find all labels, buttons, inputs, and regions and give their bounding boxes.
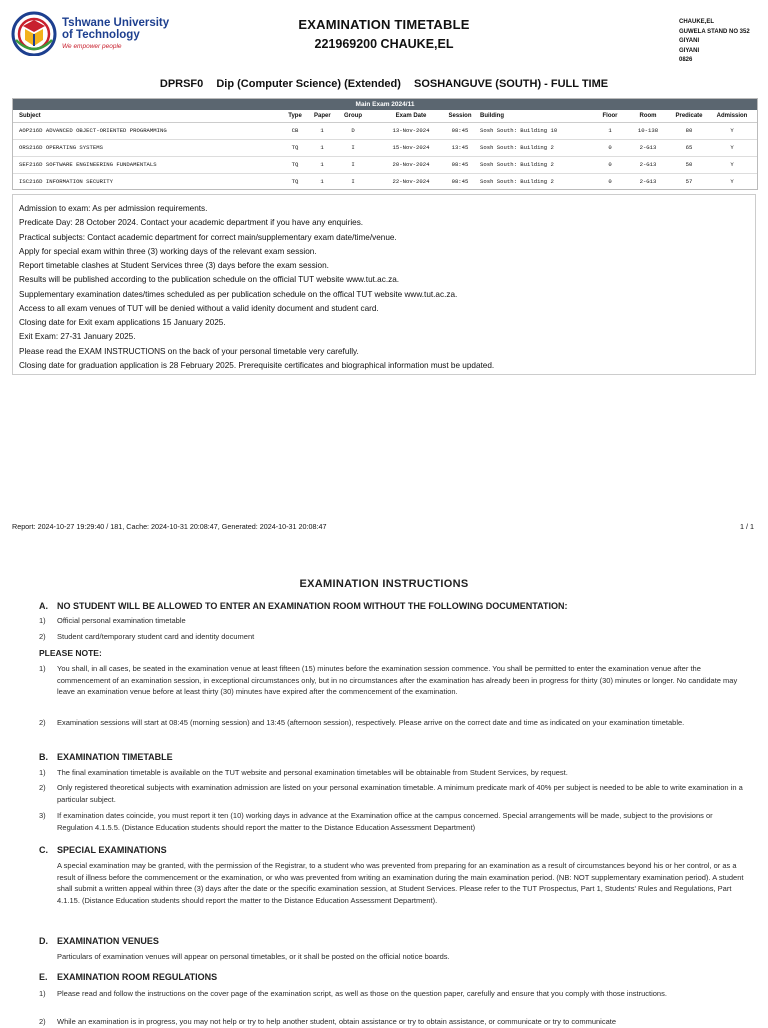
cell-floor: 0 [608, 178, 612, 185]
note-line: Supplementary examination dates/times scheduled as per publication schedule on the offical TUT website www.tut.ac.za. [19, 289, 458, 299]
cell-floor: 0 [608, 144, 612, 151]
cell-paper: 1 [320, 161, 324, 168]
note-line: Report timetable clashes at Student Services three (3) days before the exam session. [19, 261, 329, 270]
cell-building: Sosh South: Building 2 [480, 178, 554, 185]
col-predicate: Predicate [675, 113, 703, 119]
table-row [13, 174, 757, 190]
timetable-heading: Main Exam 2024/11 [13, 99, 757, 110]
note-line: Results will be published according to the publication schedule on the official TUT website www.tut.ac.za. [19, 275, 400, 285]
item-text: Official personal examination timetable [57, 616, 186, 625]
cell-group: I [351, 178, 355, 185]
cell-room: 2-G13 [639, 144, 657, 151]
cell-room: 2-G13 [639, 178, 657, 185]
cell-admission: Y [730, 178, 734, 185]
note-line: Access to all exam venues of TUT will be denied without a valid idenity document and student card. [19, 303, 379, 313]
item-text: Examination sessions will start at 08:45 (morning session) and 13:45 (afternoon session), respectively. Please arrive on the correct date and time as indicated on your examination timetable. [57, 718, 685, 727]
table-row [13, 123, 757, 140]
cell-group: I [351, 144, 355, 151]
cell-subject: AOP216D ADVANCED OBJECT-ORIENTED PROGRAMMING [19, 127, 167, 134]
table-row [13, 157, 757, 174]
note-line: Exit Exam: 27-31 January 2025. [19, 332, 136, 342]
item-number: 1) [39, 989, 46, 998]
section-title: EXAMINATION ROOM REGULATIONS [57, 972, 218, 982]
note-line: Practical subjects: Contact academic department for correct main/supplementary exam date/time/venue. [19, 232, 397, 242]
cell-predicate: 57 [685, 178, 693, 185]
item-number: 2) [39, 718, 46, 727]
col-exam-date: Exam Date [395, 113, 427, 119]
cell-exam-date: 15-Nov-2024 [392, 144, 430, 151]
cell-session: 08:45 [451, 178, 469, 185]
section-title: EXAMINATION TIMETABLE [57, 752, 173, 762]
cell-predicate: 50 [685, 161, 693, 168]
cell-subject: ISC216D INFORMATION SECURITY [19, 178, 113, 185]
cell-predicate: 65 [685, 144, 693, 151]
cell-subject: SEF216D SOFTWARE ENGINEERING FUNDAMENTALS [19, 161, 157, 168]
col-building: Building [480, 113, 504, 119]
section-letter: D. [39, 936, 48, 946]
program-code: DPRSF0 [159, 78, 204, 90]
cell-group: D [351, 127, 355, 134]
item-number: 2) [39, 1017, 46, 1026]
item-text: Student card/temporary student card and identity document [57, 632, 255, 641]
note-line: Admission to exam: As per admission requirements. [19, 204, 208, 213]
program-name: Dip (Computer Science) (Extended) [216, 78, 401, 90]
item-number: 1) [39, 616, 46, 625]
note-line: Please read the EXAM INSTRUCTIONS on the back of your personal timetable very carefully. [19, 346, 359, 356]
col-subject: Subject [19, 113, 41, 119]
instructions-title: EXAMINATION INSTRUCTIONS [299, 578, 469, 590]
item-text: The final examination timetable is available on the TUT website and personal examination timetables will be obtainable from Student Services, by request. [57, 768, 568, 777]
cell-admission: Y [730, 127, 734, 134]
page-title: EXAMINATION TIMETABLE [298, 17, 470, 32]
university-name: Tshwane University of Technology [62, 17, 170, 41]
item-number: 2) [39, 632, 46, 641]
cell-session: 08:45 [451, 161, 469, 168]
note-line: Predicate Day: 28 October 2024. Contact your academic department if you have any enquiries. [19, 218, 364, 228]
cell-group: I [351, 161, 355, 168]
section-title: NO STUDENT WILL BE ALLOWED TO ENTER AN EXAMINATION ROOM WITHOUT THE FOLLOWING DOCUMENTATION: [57, 601, 568, 611]
cell-building: Sosh South: Building 2 [480, 161, 554, 168]
cell-type: TQ [291, 144, 299, 151]
cell-session: 13:45 [451, 144, 469, 151]
col-admission: Admission [716, 113, 748, 119]
col-room: Room [639, 113, 657, 119]
university-tagline: We empower people [62, 43, 122, 50]
item-text: You shall, in all cases, be seated in the examination venue at least fifteen (15) minutes before the examination session commence. You shall be permitted to enter the examination venue after the commencement of an examination session, in exceptional circumstances only, but in no circumstances after the examination has already been in progress for thirty (30) minutes or longer. No candidate may leave an examination venue before at least thirty (30) minutes have expired after the commencement of the examination. [57, 664, 738, 697]
section-letter: C. [39, 845, 48, 855]
cell-exam-date: 20-Nov-2024 [392, 161, 430, 168]
item-text: Only registered theoretical subjects with examination admission are listed on your personal examination timetable. A minimum predicate mark of 40% per subject is needed to be able to write examination in a particular subject. [57, 783, 743, 804]
section-letter: B. [39, 752, 48, 762]
section-letter: A. [39, 601, 48, 611]
cell-paper: 1 [320, 127, 324, 134]
section-c-heading [39, 845, 167, 855]
section-letter: E. [39, 972, 48, 982]
page-number: 1 / 1 [740, 522, 754, 531]
item-number: 1) [39, 768, 46, 777]
section-c-text: A special examination may be granted, with the permission of the Registrar, to a student who was prevented from preparing for an examination as a result of circumstances beyond his or her control, or as a result of illness before the commencement or the examination, or who was prevented from writing an examination during the main examination period. (NB: NOT supplementary examination period). A student shall submit a written appeal within three (3) days after the date or the specific examination session, at Student Services. Please refer to the TUT Prospectus, Part 1, Students' Rules and Regulations, Part 4.1.15. (Distance Education students should report the matter to the Distance Education Assessment Department). [57, 861, 744, 905]
section-title: SPECIAL EXAMINATIONS [57, 845, 167, 855]
cell-paper: 1 [320, 144, 324, 151]
cell-admission: Y [730, 161, 734, 168]
item-number: 3) [39, 811, 46, 820]
cell-room: 10-138 [637, 127, 659, 134]
cell-floor: 0 [608, 161, 612, 168]
cell-type: TQ [291, 161, 299, 168]
note-line: Apply for special exam within three (3) working days of the relevant exam session. [19, 246, 317, 256]
cell-paper: 1 [320, 178, 324, 185]
cell-building: Sosh South: Building 2 [480, 144, 554, 151]
col-paper: Paper [314, 113, 331, 119]
section-d-text: Particulars of examination venues will appear on personal timetables, or it shall be posted on the official notice boards. [57, 952, 450, 961]
cell-type: CB [291, 127, 299, 134]
item-text: While an examination is in progress, you may not help or try to help another student, obtain assistance or try to obtain assistance, or communicate or try to communicate [57, 1017, 617, 1026]
cell-room: 2-G13 [639, 161, 657, 168]
cell-building: Sosh South: Building 10 [480, 127, 558, 134]
item-text: Please read and follow the instructions on the cover page of the examination script, as well as those on the question paper, carefully and ensure that you comply with those instructions. [57, 989, 667, 998]
cell-subject: ORS216D OPERATING SYSTEMS [19, 144, 103, 151]
cell-type: TQ [291, 178, 299, 185]
item-number: 1) [39, 664, 46, 673]
campus: SOSHANGUVE (SOUTH) - FULL TIME [413, 78, 609, 90]
item-text: If examination dates coincide, you must report it ten (10) working days in advance at the Examination office at the campus concerned. Special arrangements will be made, subject to the provisions or Regulation 4.1.5.5. (Distance Education students should report the matter to the Distance Education Assessment Department) [57, 811, 713, 832]
section-title: EXAMINATION VENUES [57, 936, 159, 946]
section-b-heading [39, 752, 173, 762]
student-line: 221969200 CHAUKE,EL [314, 37, 454, 51]
cell-floor: 1 [608, 127, 612, 134]
cell-session: 08:45 [451, 127, 469, 134]
note-line: Closing date for graduation application is 28 February 2025. Prerequisite certificates and biographical information must be updated. [19, 360, 495, 370]
student-address: CHAUKE,EL GUWELA STAND NO 352 GIYANI GIYANI 0826 [679, 19, 750, 63]
section-d-heading [39, 936, 159, 946]
col-floor: Floor [602, 113, 618, 119]
column-headers [13, 110, 757, 123]
timetable-notes [12, 194, 756, 375]
exam-timetable [12, 98, 758, 190]
report-footer: Report: 2024-10-27 19:29:40 / 181, Cache: 2024-10-31 20:08:47, Generated: 2024-10-31 20:08:47 [12, 522, 327, 531]
col-session: Session [448, 113, 472, 119]
note-line: Closing date for Exit exam applications 15 January 2025. [19, 318, 226, 327]
table-row [13, 140, 757, 157]
cell-predicate: 80 [685, 127, 693, 134]
cell-exam-date: 22-Nov-2024 [392, 178, 430, 185]
section-e-heading [39, 972, 217, 982]
cell-exam-date: 13-Nov-2024 [392, 127, 430, 134]
col-group: Group [344, 113, 362, 119]
cell-admission: Y [730, 144, 734, 151]
section-a-heading [39, 601, 567, 611]
col-type: Type [288, 113, 302, 119]
please-note-heading: PLEASE NOTE: [39, 648, 102, 658]
item-number: 2) [39, 783, 46, 792]
program-line [0, 78, 768, 90]
